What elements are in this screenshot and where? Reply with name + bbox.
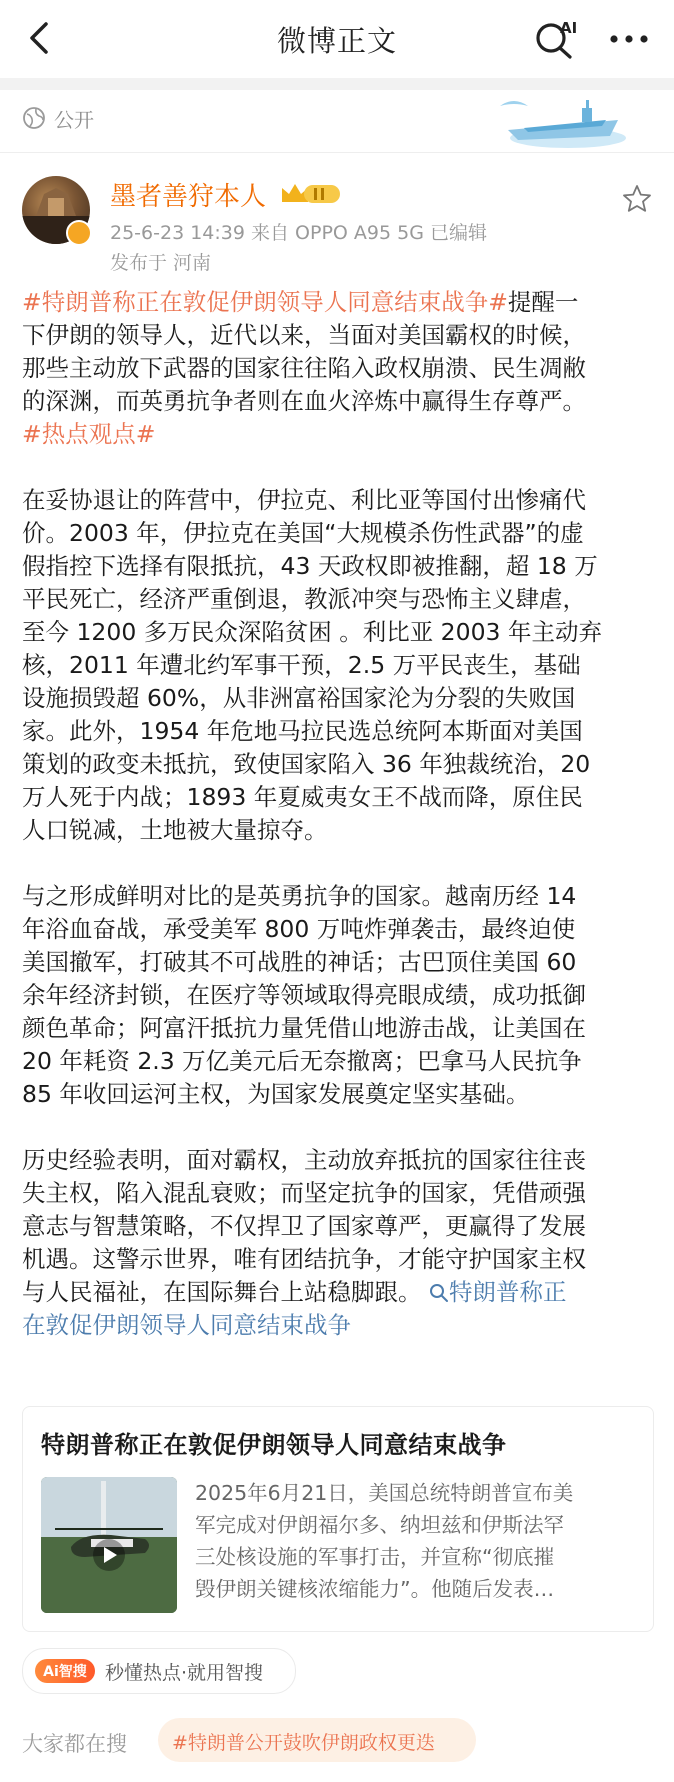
text-line: 美国撤军，打破其不可战胜的神话；古巴顶住美国 60 [22, 948, 577, 976]
ai-logo-text: Ai智搜 [43, 1664, 87, 1680]
page-title: 微博正文 [276, 23, 397, 58]
text-line: 20 年耗资 2.3 万亿美元后无奈撤离；巴拿马人民抗争 [22, 1047, 582, 1075]
author-name[interactable]: 墨者善狩本人 [110, 182, 267, 212]
text-span: 与人民福祉，在国际舞台上站稳脚跟。 [22, 1278, 429, 1306]
text-line: 假指控下选择有限抵抗，43 天政权即被推翻，超 18 万 [22, 552, 598, 580]
text-line [22, 1276, 654, 1309]
ai-search-pill[interactable] [22, 1648, 296, 1694]
trending-topic-pill[interactable] [158, 1718, 476, 1762]
text-line: 家。此外，1954 年危地马拉民选总统阿本斯面对美国 [22, 717, 583, 745]
text-line: 与之形成鲜明对比的是英勇抗争的国家。越南历经 14 [22, 882, 577, 910]
topic-tag[interactable]: #特朗普称正在敦促伊朗领导人同意结束战争# [22, 288, 508, 316]
globe-icon [22, 106, 46, 130]
text-line [22, 286, 654, 319]
topic-card[interactable] [22, 1406, 654, 1632]
post-meta: 25-6-23 14:39 来自 OPPO A95 5G 已编辑 [110, 222, 487, 244]
text-line: 那些主动放下武器的国家往往陷入政权崩溃、民生凋敝 [22, 354, 586, 382]
text-line: 在妥协退让的阵营中，伊拉克、利比亚等国付出惨痛代 [22, 486, 586, 514]
text-line: 至今 1200 多万民众深陷贫困 。利比亚 2003 年主动弃 [22, 618, 602, 646]
back-arrow-icon[interactable] [22, 20, 58, 56]
post-location: 发布于 河南 [110, 252, 212, 274]
text-line: 策划的政变未抵抗，致使国家陷入 36 年独裁统治，20 [22, 750, 591, 778]
text-line: 85 年收回运河主权，为国家发展奠定坚实基础。 [22, 1080, 530, 1108]
video-thumbnail-helicopter [41, 1477, 177, 1613]
verified-badge-icon [66, 220, 92, 246]
text-line: 人口锐减，土地被大量掠夺。 [22, 816, 328, 844]
text-line: 三处核设施的军事打击，并宣称“彻底摧 [195, 1545, 555, 1569]
post-paragraph-3 [22, 880, 654, 1111]
crown-member-icon[interactable] [278, 178, 342, 208]
favorite-star-icon[interactable] [622, 184, 652, 214]
visibility-label: 公开 [54, 108, 94, 132]
text-line: 核，2011 年遭北约军事干预，2.5 万平民丧生，基础 [22, 651, 581, 679]
text-line: 机遇。这警示世界，唯有团结抗争，才能守护国家主权 [22, 1245, 586, 1273]
trending-topic-text: #特朗普公开鼓吹伊朗政权更迭 [172, 1732, 435, 1754]
aircraft-carrier-decoration-icon [498, 86, 628, 152]
card-description [195, 1477, 635, 1605]
text-line: 年浴血奋战，承受美军 800 万吨炸弹袭击，最终迫使 [22, 915, 576, 943]
post-paragraph-4 [22, 1144, 654, 1342]
topic-link[interactable]: 在敦促伊朗领导人同意结束战争 [22, 1311, 351, 1339]
ai-search-icon[interactable] [534, 18, 582, 60]
card-title: 特朗普称正在敦促伊朗领导人同意结束战争 [41, 1431, 507, 1459]
text-line: 平民死亡，经济严重倒退，教派冲突与恐怖主义肆虐， [22, 585, 586, 613]
trending-search-label: 大家都在搜 [22, 1732, 127, 1756]
text-line: 失主权，陷入混乱衰败；而坚定抗争的国家，凭借顽强 [22, 1179, 586, 1207]
topic-link[interactable]: 特朗普称正 [448, 1278, 567, 1306]
text-line: 颜色革命；阿富汗抵抗力量凭借山地游击战，让美国在 [22, 1014, 586, 1042]
text-line: 2025年6月21日，美国总统特朗普宣布美 [195, 1481, 574, 1505]
topic-tag[interactable]: #热点观点# [22, 420, 156, 448]
post-body [22, 286, 654, 1342]
text-line: 余年经济封锁，在医疗等领域取得亮眼成绩，成功抵御 [22, 981, 586, 1009]
video-thumbnail[interactable] [41, 1477, 177, 1613]
text-span: 提醒一 [507, 288, 579, 316]
post-paragraph-2 [22, 484, 654, 847]
text-line: 价。2003 年，伊拉克在美国“大规模杀伤性武器”的虚 [22, 519, 584, 547]
svg-text:AI: AI [560, 19, 578, 37]
post-paragraph-1 [22, 286, 654, 451]
ai-search-logo-icon [35, 1659, 95, 1683]
more-dots-icon[interactable] [606, 22, 652, 56]
text-line: 历史经验表明，面对霸权，主动放弃抵抗的国家往往丧 [22, 1146, 586, 1174]
text-line: 下伊朗的领导人，近代以来，当面对美国霸权的时候， [22, 321, 586, 349]
text-line: 设施损毁超 60%，从非洲富裕国家沦为分裂的失败国 [22, 684, 576, 712]
ai-pill-label: 秒懂热点·就用智搜 [105, 1662, 264, 1684]
text-line: 军完成对伊朗福尔多、纳坦兹和伊斯法罕 [195, 1513, 564, 1537]
text-line: 意志与智慧策略，不仅捍卫了国家尊严，更赢得了发展 [22, 1212, 586, 1240]
search-link-icon [429, 1283, 449, 1303]
text-line: 万人死于内战；1893 年夏威夷女王不战而降，原住民 [22, 783, 583, 811]
text-line: 毁伊朗关键核浓缩能力”。他随后发表… [195, 1577, 555, 1601]
text-line: 的深渊，而英勇抗争者则在血火淬炼中赢得生存尊严。 [22, 387, 586, 415]
